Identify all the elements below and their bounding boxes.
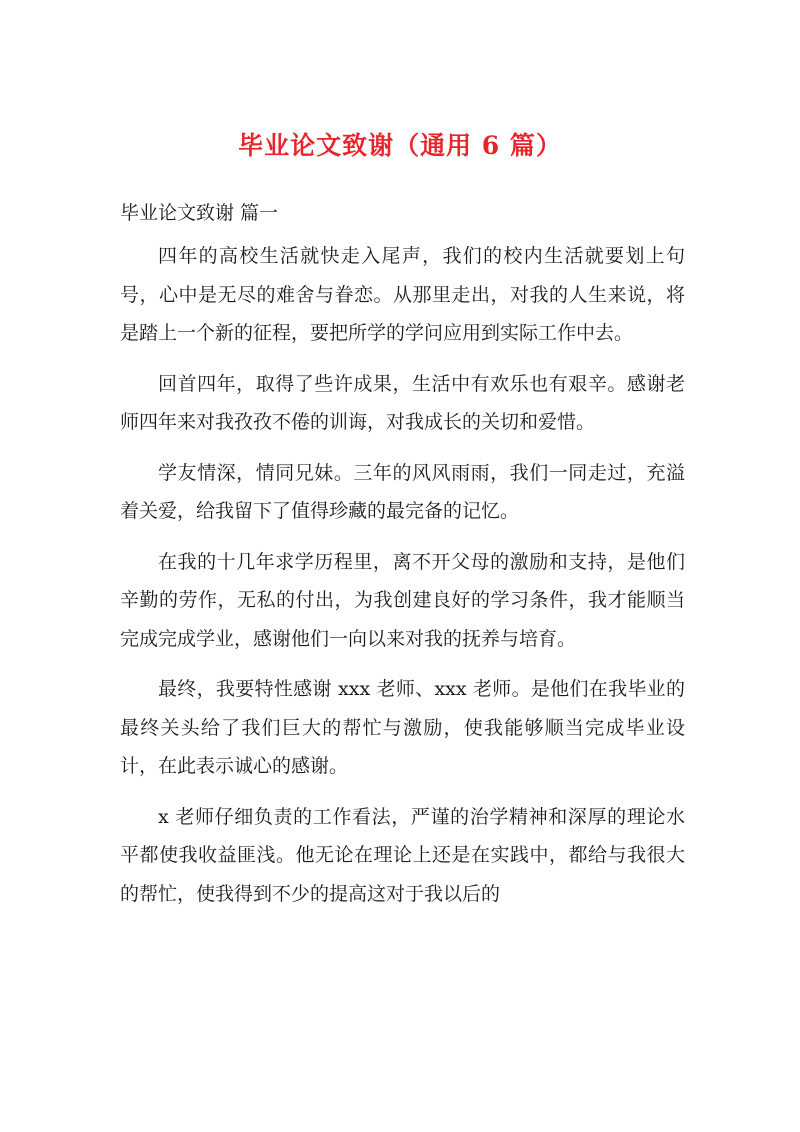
document-title: 毕业论文致谢（通用 6 篇） <box>238 131 562 160</box>
paragraph: 回首四年，取得了些许成果，生活中有欢乐也有艰辛。感谢老师四年来对我孜孜不倦的训诲，对我成长的关切和爱惜。 <box>120 372 685 433</box>
paragraph: x 老师仔细负责的工作看法，严谨的治学精神和深厚的理论水平都使我收益匪浅。他无论在理论上还是在实践中，都给与我很大的帮忙，使我得到不少的提高这对于我以后的 <box>120 805 685 905</box>
document-body <box>120 237 685 925</box>
paragraph: 四年的高校生活就快走入尾声，我们的校内生活就要划上句号，心中是无尽的难舍与眷恋。从那里走出，对我的人生来说，将是踏上一个新的征程，要把所学的学问应用到实际工作中去。 <box>120 245 685 344</box>
paragraph: 在我的十几年求学历程里，离不开父母的激励和支持，是他们辛勤的劳作，无私的付出，为我创建良好的学习条件，我才能顺当完成完成学业，感谢他们一向以来对我的抚养与培育。 <box>120 550 685 650</box>
paragraph: 最终，我要特性感谢 xxx 老师、xxx 老师。是他们在我毕业的最终关头给了我们巨大的帮忙与激励，使我能够顺当完成毕业设计，在此表示诚心的感谢。 <box>120 678 685 777</box>
section-heading: 毕业论文致谢 篇一 <box>120 202 279 224</box>
paragraph: 学友情深，情同兄妹。三年的风风雨雨，我们一同走过，充溢着关爱，给我留下了值得珍藏的最完备的记忆。 <box>120 461 685 522</box>
